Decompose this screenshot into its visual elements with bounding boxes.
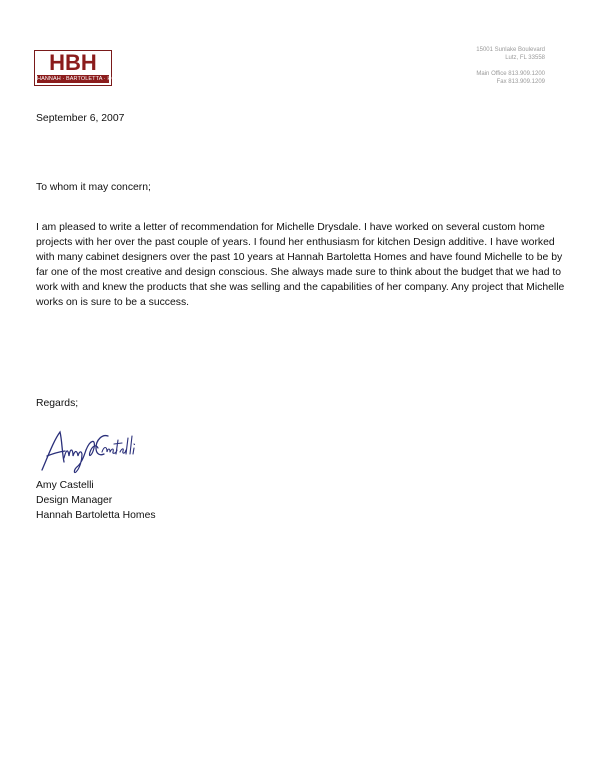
company-address [476,46,545,86]
phone-main: Main Office 813.909.1200 [476,71,545,77]
signature-block [36,478,156,523]
signer-title: Design Manager [36,495,113,506]
company-logo [34,50,129,86]
letter-date: September 6, 2007 [36,113,125,124]
letter-closing: Regards; [36,398,79,409]
signer-company: Hannah Bartoletta Homes [36,510,156,521]
address-city: Lutz, FL 33558 [505,55,545,61]
address-street: 15001 Sunlake Boulevard [476,47,545,53]
phone-fax: Fax 813.909.1209 [496,79,545,85]
logo-subtitle: HANNAH · BARTOLETTA · HOMES [37,76,129,82]
letter-body: I am pleased to write a letter of recommendation for Michelle Drysdale. I have worked on several custom home projects with her over the past couple of years. I found her enthusiasm for kitchen Design additive. I have worked with many cabinet designers over the past 10 years at Hannah Bartoletta Homes and have found Michelle to be by far one of the most creative and design conscious. She always made sure to think about the budget that we had to work with and knew the products that she was selling and the capabilities of her company. Any project that Michelle works on is sure to be a success. [36,222,565,308]
letter-salutation: To whom it may concern; [36,182,151,193]
signature-text: Amy Castelli [238,626,244,627]
logo-mark: HBH [49,50,97,75]
signer-name: Amy Castelli [36,480,94,491]
